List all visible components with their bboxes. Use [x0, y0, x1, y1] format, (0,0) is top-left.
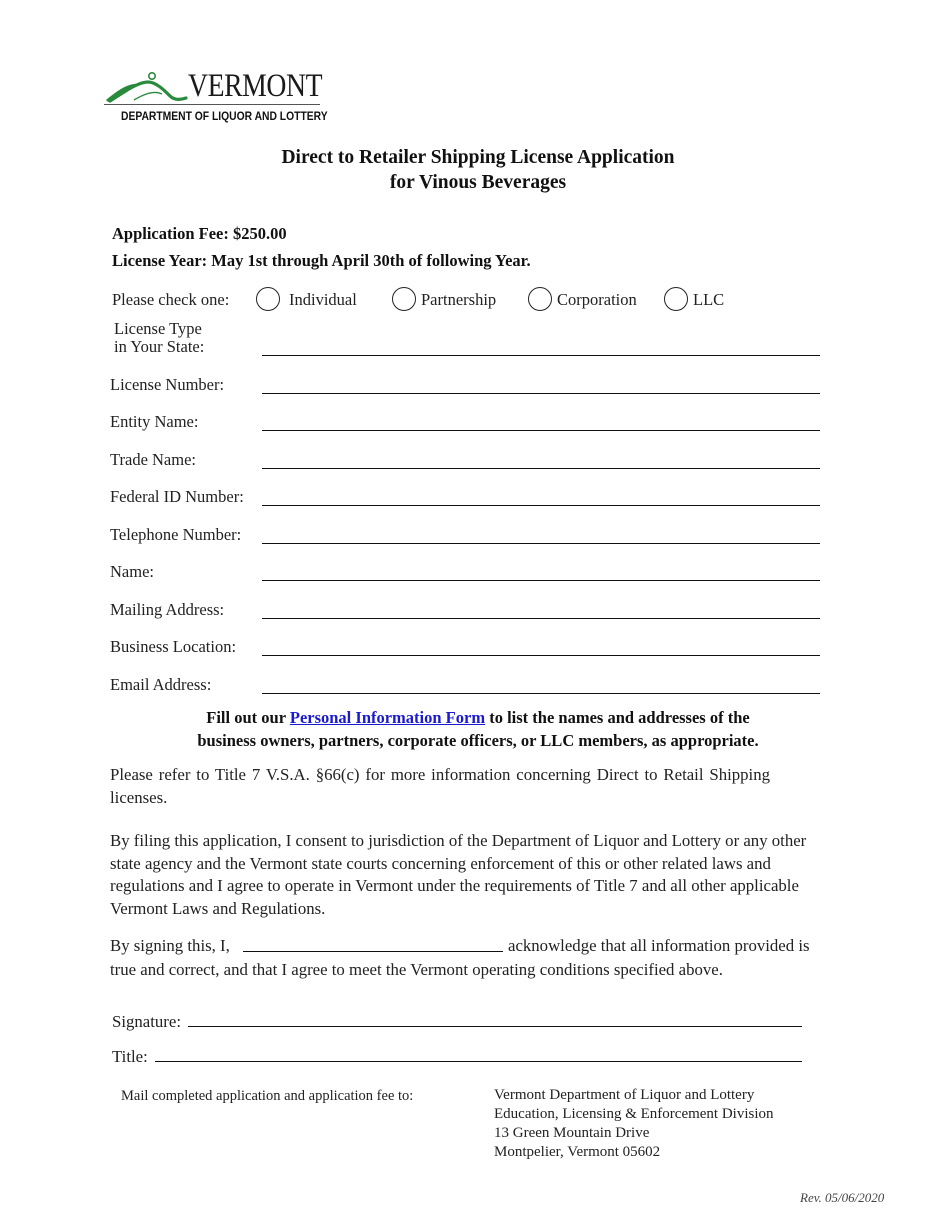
consent-paragraph: By filing this application, I consent to jurisdiction of the Department of Liquor and Lottery or any other state agency and the Vermont state courts concerning enforcement of this or other related laws and regulations and I agree to operate in Vermont under the requirements of Title 7 and all other applicable Vermont Laws and Regulations.	[110, 831, 807, 918]
business-location-input[interactable]	[262, 655, 820, 656]
email-label: Email Address:	[110, 675, 212, 694]
ack-suffix: acknowledge that all information provided is	[508, 936, 810, 955]
radio-individual[interactable]	[256, 287, 280, 311]
ack-prefix: By signing this, I,	[110, 936, 230, 955]
name-input[interactable]	[262, 580, 820, 581]
logo-wordmark: VERMONT	[188, 68, 323, 104]
signature-label: Signature:	[112, 1012, 181, 1031]
notice-line2: business owners, partners, corporate officers, or LLC members, as appropriate.	[197, 731, 759, 750]
mailing-address-block	[494, 1086, 774, 1162]
title7-reference: Please refer to Title 7 V.S.A. §66(c) for more information concerning Direct to Retail Shipping licenses.	[110, 765, 770, 807]
logo-divider	[104, 104, 320, 105]
notice-prefix: Fill out our	[206, 708, 286, 727]
federal-id-input[interactable]	[262, 505, 820, 506]
trade-name-label: Trade Name:	[110, 450, 196, 469]
radio-llc-label: LLC	[693, 290, 725, 309]
address-line: Vermont Department of Liquor and Lottery	[494, 1087, 755, 1103]
mailing-address-label: Mailing Address:	[110, 600, 225, 619]
telephone-label: Telephone Number:	[110, 525, 242, 544]
license-year: License Year: May 1st through April 30th of following Year.	[112, 251, 531, 270]
address-line: Education, Licensing & Enforcement Division	[494, 1106, 774, 1122]
email-input[interactable]	[262, 693, 820, 694]
radio-corporation[interactable]	[528, 287, 552, 311]
logo-department: DEPARTMENT OF LIQUOR AND LOTTERY	[121, 109, 328, 123]
mountain-swoosh-icon	[104, 70, 190, 106]
form-title-line1: Direct to Retailer Shipping License Application	[281, 147, 675, 168]
application-fee: Application Fee: $250.00	[112, 224, 287, 243]
license-number-input[interactable]	[262, 393, 820, 394]
license-type-label-line2: in Your State:	[114, 337, 205, 356]
radio-corporation-label: Corporation	[557, 290, 637, 309]
license-type-input[interactable]	[262, 355, 820, 356]
entity-type-prompt: Please check one:	[112, 290, 230, 309]
signature-input[interactable]	[188, 1026, 802, 1027]
address-line: Montpelier, Vermont 05602	[494, 1144, 661, 1160]
radio-llc[interactable]	[664, 287, 688, 311]
radio-partnership[interactable]	[392, 287, 416, 311]
entity-name-label: Entity Name:	[110, 412, 199, 431]
radio-individual-label: Individual	[289, 290, 357, 309]
business-location-label: Business Location:	[110, 637, 237, 656]
title-label: Title:	[112, 1047, 148, 1066]
revision-date: Rev. 05/06/2020	[800, 1190, 885, 1205]
title-input[interactable]	[155, 1061, 802, 1062]
license-number-label: License Number:	[110, 375, 225, 394]
trade-name-input[interactable]	[262, 468, 820, 469]
personal-information-form-link[interactable]: Personal Information Form	[289, 708, 486, 727]
radio-partnership-label: Partnership	[421, 290, 497, 309]
entity-name-input[interactable]	[262, 430, 820, 431]
personal-info-notice	[0, 706, 950, 752]
form-title-line2: for Vinous Beverages	[389, 172, 567, 193]
vermont-logo	[104, 68, 328, 128]
ack-name-input[interactable]	[243, 951, 503, 952]
ack-line2: true and correct, and that I agree to meet the Vermont operating conditions specified above.	[110, 960, 723, 979]
address-line: 13 Green Mountain Drive	[494, 1125, 650, 1141]
license-type-label-line1: License Type	[114, 319, 202, 338]
notice-suffix: to list the names and addresses of the	[489, 708, 750, 727]
telephone-input[interactable]	[262, 543, 820, 544]
mailing-address-input[interactable]	[262, 618, 820, 619]
mail-instructions: Mail completed application and application fee to:	[121, 1088, 414, 1104]
name-label: Name:	[110, 562, 154, 581]
federal-id-label: Federal ID Number:	[110, 487, 244, 506]
